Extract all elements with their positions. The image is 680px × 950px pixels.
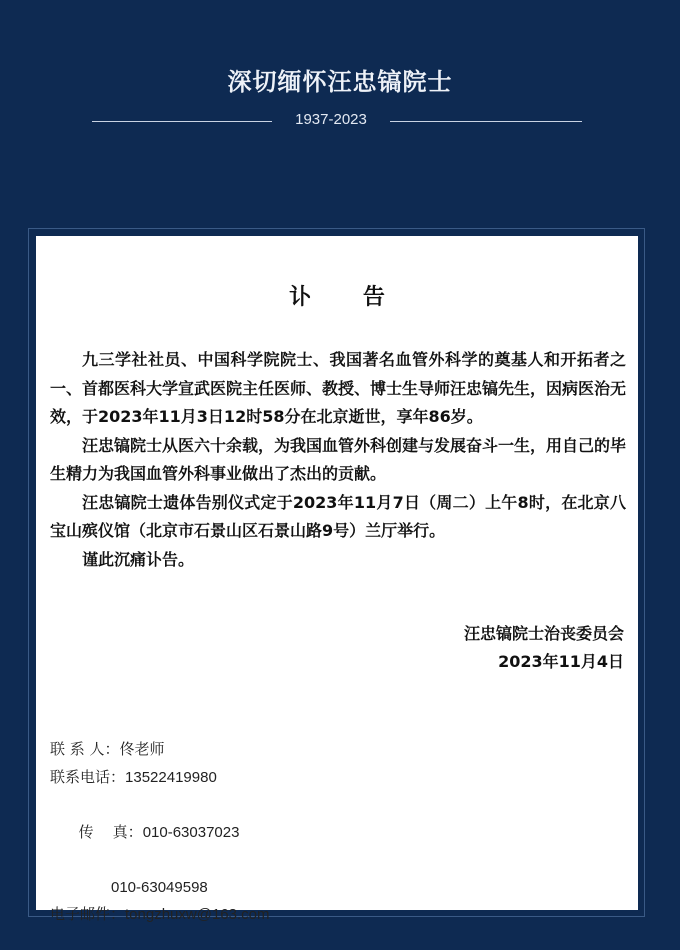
signature-date: 2023年11月4日 <box>498 652 624 671</box>
contact-fax-row-2 <box>50 874 270 902</box>
years-row <box>92 110 582 134</box>
contact-fax-label: 传 真： <box>78 822 143 841</box>
contact-fax-row <box>50 791 270 874</box>
notice-body <box>50 346 626 574</box>
notice-card <box>36 236 638 923</box>
contact-phone-value[interactable]: 13522419980 <box>125 768 217 786</box>
contact-fax-value-2: 010-63049598 <box>111 878 208 896</box>
contact-email-row <box>50 901 270 929</box>
signature-org: 汪忠镐院士治丧委员会 <box>463 624 624 643</box>
contact-person-value: 佟老师 <box>119 740 165 758</box>
years-divider-right <box>390 121 582 122</box>
contact-email-label: 电子邮件： <box>50 905 126 923</box>
contact-phone-row <box>50 764 270 792</box>
notice-paragraph-4: 谨此沉痛讣告。 <box>82 549 195 569</box>
contact-fax-value-1: 010-63037023 <box>142 823 240 841</box>
memorial-header-title: 深切缅怀汪忠镐院士 <box>227 68 453 96</box>
notice-title: 讣 告 <box>289 285 407 310</box>
contact-person-label: 联 系 人： <box>50 740 120 758</box>
notice-paragraph-2: 汪忠镐院士从医六十余载，为我国血管外科创建与发展奋斗一生，用自己的毕生精力为我国血管外科事业做出了杰出的贡献。 <box>50 435 627 483</box>
contact-phone-label: 联系电话： <box>50 767 126 786</box>
contact-block <box>50 736 270 929</box>
notice-signature <box>464 620 624 676</box>
years-divider-left <box>92 121 272 122</box>
contact-person-row <box>50 736 270 764</box>
notice-paragraph-1: 九三学社社员、中国科学院院士、我国著名血管外科学的奠基人和开拓者之一、首都医科大学宣武医院主任医师、教授、博士生导师汪忠镐先生，因病医治无效，于2023年11月3日12时58分在北京逝世，享年86岁。 <box>50 350 627 426</box>
notice-paragraph-3: 汪忠镐院士遗体告别仪式定于2023年11月7日（周二）上午8时，在北京八宝山殡仪馆（北京市石景山区石景山路9号）兰厅举行。 <box>50 492 626 540</box>
years-text: 1937-2023 <box>295 111 367 128</box>
contact-email-value[interactable]: tongzhuxw@163.com <box>125 906 270 923</box>
